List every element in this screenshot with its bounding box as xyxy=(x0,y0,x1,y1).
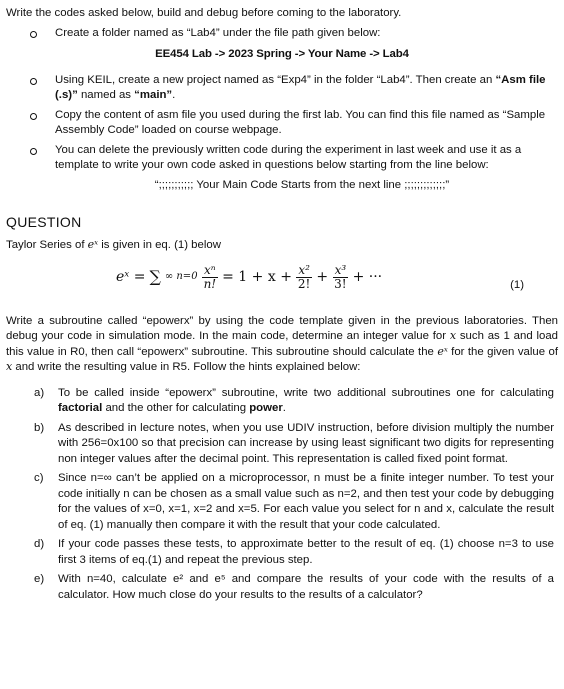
text-segment: . xyxy=(172,89,176,101)
asm-file-bold: “Asm file (.s)” xyxy=(55,73,546,101)
bullet-icon xyxy=(30,31,37,38)
fraction-term xyxy=(202,264,219,291)
var-x: x xyxy=(6,360,13,374)
list-item xyxy=(6,73,558,104)
task-paragraph xyxy=(6,314,558,376)
main-bold: “main” xyxy=(134,89,173,101)
bullet-icon xyxy=(30,78,37,85)
text-segment: such as 1 and load this value in R0, then call “epowerx” subroutine. This subroutine should calculate the xyxy=(6,330,558,358)
equation-row xyxy=(6,260,558,308)
sum-limits: ∞ n=0 xyxy=(164,271,198,283)
code-start-line: “;;;;;;;;;;; Your Main Code Starts from the next line ;;;;;;;;;;;;;” xyxy=(154,178,450,191)
hint-label: c) xyxy=(34,472,44,485)
hint-text: If your code passes these tests, to approximate better to the result of eq. (1) choose n=3 to use first 3 items of eq.(1) and repeat the previous step. xyxy=(58,538,554,566)
list-item xyxy=(6,26,558,42)
bullet-text-keil xyxy=(55,74,546,102)
hint-text: As described in lecture notes, when you use UDIV instruction, before division multiply the number with 256=0x100 so that precision can increase by using least significant two digits for representing non integer values after the decimal point. This representation is called fixed point format. xyxy=(58,421,554,465)
instructions-list xyxy=(6,26,558,42)
hint-text: With n=40, calculate e² and e⁵ and compare the results of your code with the results of a calculator. How much close do your results to the results of a calculator? xyxy=(58,573,554,601)
var-x: x xyxy=(449,329,457,343)
eq-tail: + ··· xyxy=(352,268,383,285)
text-segment: Taylor Series of xyxy=(6,239,88,252)
equation-number: (1) xyxy=(510,278,524,291)
sum-symbol: ∑ xyxy=(149,267,161,287)
list-item xyxy=(6,471,558,533)
list-item xyxy=(6,421,558,468)
bullet-text-folder: Create a folder named as “Lab4” under the file path given below: xyxy=(55,26,381,39)
list-item xyxy=(6,108,558,139)
fraction-denominator: n! xyxy=(203,276,217,291)
text-segment: To be called inside “epowerx” subroutine, write two additional subroutines one for calculating xyxy=(58,386,554,399)
list-item xyxy=(6,386,558,417)
bullet-icon xyxy=(30,113,37,120)
hint-label: b) xyxy=(34,421,45,434)
power-bold: power xyxy=(249,402,283,415)
fraction-numerator: x³ xyxy=(334,262,347,277)
fraction-x2 xyxy=(296,264,312,291)
fraction-x3 xyxy=(332,264,348,291)
hints-list xyxy=(6,386,558,604)
bullet-text-copy: Copy the content of asm file you used during the first lab. You can find this file named as “Sample Assembly Code” loaded on course webpage. xyxy=(55,108,546,136)
hint-text: Since n=∞ can’t be applied on a microprocessor, n must be a finite integer number. To test your code initially n can be chosen as a small value such as n=2, and then test your code by debugging for the values of x=0, x=1, x=2 and x=5. For each value you select for n and x, calculate the result of eq. (1) manually then compare it with the result that your code calculated. xyxy=(58,472,554,531)
text-segment: for the given value of xyxy=(447,345,558,358)
file-path: EE454 Lab -> 2023 Spring -> Your Name -> Lab4 xyxy=(155,48,409,60)
text-segment: . xyxy=(282,402,286,415)
text-segment: Write a subroutine called “epowerx” by using the code template given in the previous laboratories. Then debug your code in simulation mode. In the main code, determine an integer value for xyxy=(6,314,558,343)
fraction-denominator: 3! xyxy=(334,276,347,291)
factorial-bold: factorial xyxy=(58,402,103,415)
text-segment: and the other for calculating xyxy=(102,402,250,415)
plus-sign: + xyxy=(316,268,329,285)
text-segment: named as xyxy=(77,89,135,101)
bullet-text-delete: You can delete the previously written code during the experiment in last week and use it as a template to write your own code asked in questions below starting from the line below: xyxy=(55,143,522,171)
text-segment: and write the resulting value in R5. Follow the hints explained below: xyxy=(12,361,361,374)
e-power-x: eˣ xyxy=(87,238,99,252)
e-power-x: eˣ xyxy=(437,344,448,358)
question-heading: QUESTION xyxy=(6,214,82,230)
taylor-intro xyxy=(6,238,558,254)
intro-text: Write the codes asked below, build and debug before coming to the laboratory. xyxy=(6,7,402,19)
taylor-equation xyxy=(116,264,382,291)
hint-label: e) xyxy=(34,573,45,586)
eq-lhs: eˣ = xyxy=(116,268,146,285)
hint-label: a) xyxy=(34,386,45,399)
bullet-icon xyxy=(30,148,37,155)
fraction-denominator: 2! xyxy=(297,276,311,291)
list-item xyxy=(6,143,558,174)
eq-middle: = 1 + x + xyxy=(222,268,292,285)
fraction-numerator: x² xyxy=(298,262,310,277)
text-segment: Using KEIL, create a new project named as “Exp4” in the folder “Lab4”. Then create an xyxy=(55,73,496,86)
hint-label: d) xyxy=(34,538,45,551)
fraction-numerator: xⁿ xyxy=(204,262,216,277)
list-item xyxy=(6,537,558,568)
list-item xyxy=(6,572,558,603)
instructions-list-2 xyxy=(6,73,558,174)
text-segment: is given in eq. (1) below xyxy=(98,239,221,252)
